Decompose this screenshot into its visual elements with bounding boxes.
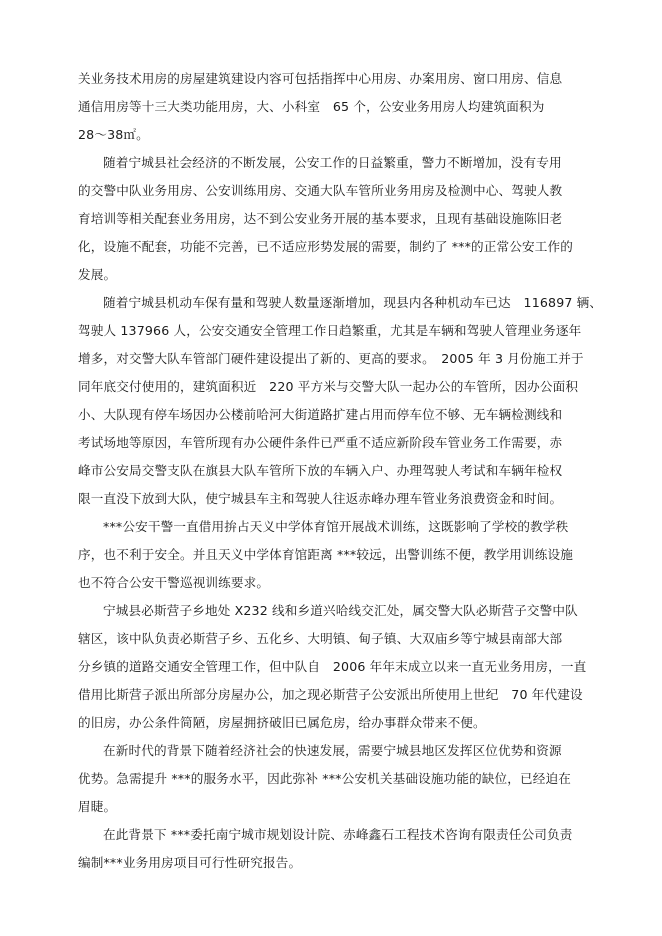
text-line: 辖区，该中队负责必斯营子乡、五化乡、大明镇、甸子镇、大双庙乡等宁城县南部大部 [78,631,563,646]
text-line: 驾驶人 137966 人，公安交通安全管理工作日趋繁重，尤其是车辆和驾驶人管理业务逐年 [78,323,582,338]
text-line: 的交警中队业务用房、公安训练用房、交通大队车管所业务用房及检测中心、驾驶人教 [78,183,563,198]
text-line: 28～38㎡。 [78,127,149,142]
text-line: 同年底交付使用的，建筑面积近 220 平方米与交警大队一起办公的车管所，因办公面积 [78,379,579,394]
text-line: 分乡镇的道路交通安全管理工作，但中队自 2006 年年末成立以来一直无业务用房，一直 [78,659,587,674]
text-line: 编制***业务用房项目可行性研究报告。 [78,855,302,870]
text-line: 峰市公安局交警支队在旗县大队车管所下放的车辆入户、办理驾驶人考试和车辆年检权 [78,463,563,478]
paragraph-first-line: 在新时代的背景下随着经济社会的快速发展，需要宁城县地区发挥区位优势和资源 [103,743,562,758]
text-line: 化，设施不配套，功能不完善，已不适应形势发展的需要，制约了 ***的正常公安工作的 [78,239,574,254]
text-line: 考试场地等原因，车管所现有办公硬件条件已严重不适应新阶段车管业务工作需要，赤 [78,435,563,450]
text-line: 育培训等相关配套业务用房，达不到公安业务开展的基本要求，且现有基础设施陈旧老 [78,211,563,226]
text-line: 增多，对交警大队车管部门硬件建设提出了新的、更高的要求。 2005 年 3 月份施工并于 [78,351,584,366]
paragraph-first-line: 随着宁城县机动车保有量和驾驶人数量逐渐增加，现县内各种机动车已达 116897 辆、 [103,295,603,310]
text-line: 优势。急需提升 ***的服务水平，因此弥补 ***公安机关基础设施功能的缺位，已经迫在 [78,771,572,786]
paragraph-first-line: ***公安干警一直借用拚占天义中学体育馆开展战术训练，这既影响了学校的教学秩 [103,519,569,534]
paragraph-first-line: 宁城县必斯营子乡地处 X232 线和乡道兴哈线交汇处，属交警大队必斯营子交警中队 [103,603,578,618]
paragraph-first-line: 在此背景下 ***委托南宁城市规划设计院、赤峰鑫石工程技术咨询有限责任公司负责 [103,827,573,842]
text-line: 的旧房，办公条件简陋，房屋拥挤破旧已属危房，给办事群众带来不便。 [78,715,486,730]
text-line: 发展。 [78,267,117,282]
text-line: 通信用房等十三大类功能用房，大、小科室 65 个，公安业务用房人均建筑面积为 [78,99,545,114]
text-line: 序，也不利于安全。并且天义中学体育馆距离 ***较远，出警训练不便，教学用训练设施 [78,547,574,562]
text-line: 小、大队现有停车场因办公楼前哈河大街道路扩建占用而停车位不够、无车辆检测线和 [78,407,563,422]
text-line: 关业务技术用房的房屋建筑建设内容可包括指挥中心用房、办案用房、窗口用房、信息 [78,71,563,86]
paragraph-first-line: 随着宁城县社会经济的不断发展，公安工作的日益繁重，警力不断增加，没有专用 [103,155,562,170]
text-line: 眉睫。 [78,799,117,814]
text-line: 限一直没下放到大队，使宁城县车主和驾驶人往返赤峰办理车管业务浪费资金和时间。 [78,491,563,506]
text-line: 也不符合公安干警巡视训练要求。 [78,575,270,590]
text-line: 借用比斯营子派出所部分房屋办公，加之现必斯营子公安派出所使用上世纪 70 年代建设 [78,687,583,702]
